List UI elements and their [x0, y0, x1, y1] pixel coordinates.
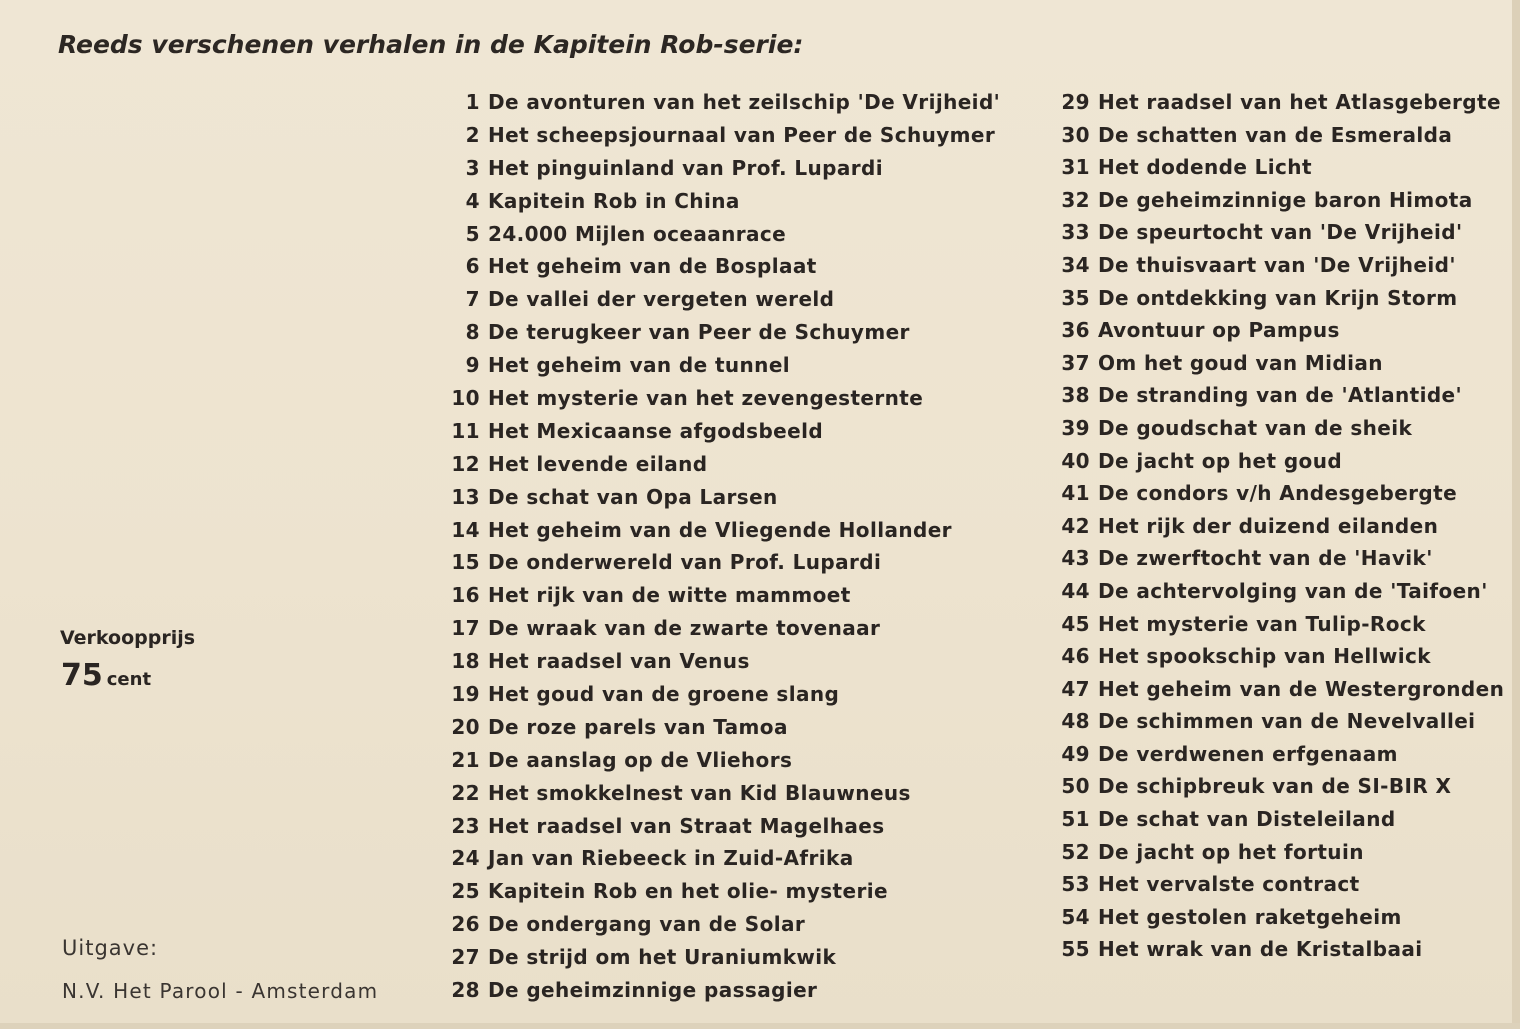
item-title: De goudschat van de sheik	[1098, 415, 1413, 440]
item-number: 7	[465, 287, 480, 312]
price	[61, 658, 151, 693]
item-number: 39	[1061, 415, 1090, 440]
item-number: 26	[451, 912, 480, 937]
item-number: 11	[451, 418, 480, 443]
item-title: Het goud van de groene slang	[488, 682, 840, 707]
item-number: 4	[465, 188, 480, 213]
list-item	[442, 86, 1000, 119]
item-title: Het gestolen raketgeheim	[1098, 904, 1402, 929]
item-number: 55	[1061, 937, 1090, 962]
item-title: 24.000 Mijlen oceaanrace	[488, 221, 787, 246]
item-title: Het mysterie van Tulip-Rock	[1098, 611, 1426, 636]
item-title: De terugkeer van Peer de Schuymer	[488, 320, 910, 345]
item-number: 47	[1061, 676, 1090, 701]
list-item	[1052, 868, 1504, 901]
list-item	[442, 448, 1000, 481]
item-title: De achtervolging van de 'Taifoen'	[1098, 578, 1488, 603]
list-item	[1052, 901, 1504, 934]
list-item	[1052, 542, 1504, 575]
item-number: 51	[1061, 807, 1090, 832]
item-number: 13	[451, 484, 480, 509]
list-item	[442, 744, 1000, 777]
list-item	[1052, 705, 1504, 738]
item-title: De jacht op het goud	[1098, 448, 1343, 473]
list-item	[442, 250, 1000, 283]
item-number: 29	[1061, 90, 1090, 114]
item-title: De geheimzinnige passagier	[488, 978, 818, 1003]
list-item	[442, 382, 1000, 415]
item-title: Het vervalste contract	[1098, 872, 1360, 897]
item-number: 16	[451, 583, 480, 608]
list-item	[442, 514, 1000, 547]
item-title: De schipbreuk van de SI-BIR X	[1098, 774, 1452, 799]
item-number: 25	[451, 879, 480, 904]
list-item	[442, 875, 1000, 908]
list-item	[1052, 803, 1504, 836]
item-number: 20	[451, 714, 480, 739]
list-item	[442, 218, 1000, 251]
item-title: De wraak van de zwarte tovenaar	[488, 616, 881, 641]
item-number: 36	[1061, 318, 1090, 343]
item-title: Het geheim van de Vliegende Hollander	[488, 517, 952, 542]
item-number: 33	[1061, 220, 1090, 245]
item-number: 19	[451, 682, 480, 707]
item-number: 53	[1061, 872, 1090, 897]
item-title: Het raadsel van het Atlasgebergte	[1098, 90, 1501, 114]
item-number: 30	[1061, 122, 1090, 147]
list-item	[1052, 412, 1504, 445]
item-title: De onderwereld van Prof. Lupardi	[488, 550, 882, 575]
item-title: De jacht op het fortuin	[1098, 839, 1364, 864]
item-number: 1	[465, 90, 480, 114]
item-title: De zwerftocht van de 'Havik'	[1098, 546, 1433, 571]
item-number: 5	[465, 221, 480, 246]
item-number: 38	[1061, 383, 1090, 408]
item-title: Het rijk der duizend eilanden	[1098, 513, 1439, 538]
item-title: Het geheim van de Westergronden	[1098, 676, 1505, 701]
series-list-left	[442, 86, 1000, 1007]
list-item	[1052, 575, 1504, 608]
item-number: 35	[1061, 285, 1090, 310]
item-number: 3	[465, 155, 480, 180]
item-title: De stranding van de 'Atlantide'	[1098, 383, 1463, 408]
publisher-name: N.V. Het Parool - Amsterdam	[62, 979, 379, 1003]
item-title: Kapitein Rob en het olie- mysterie	[488, 879, 888, 904]
item-number: 32	[1061, 187, 1090, 212]
list-item	[1052, 836, 1504, 869]
item-number: 46	[1061, 644, 1090, 669]
page-title: Reeds verschenen verhalen in de Kapitein Rob-serie:	[58, 30, 804, 59]
item-number: 27	[451, 945, 480, 970]
list-item	[442, 612, 1000, 645]
item-title: Het scheepsjournaal van Peer de Schuymer	[488, 122, 996, 147]
item-number: 40	[1061, 448, 1090, 473]
list-item	[442, 645, 1000, 678]
item-number: 45	[1061, 611, 1090, 636]
list-item	[442, 152, 1000, 185]
item-number: 24	[451, 846, 480, 871]
item-title: Het levende eiland	[488, 451, 708, 476]
list-item	[442, 908, 1000, 941]
item-number: 52	[1061, 839, 1090, 864]
item-title: Het smokkelnest van Kid Blauwneus	[488, 780, 911, 805]
page-edge-right	[1512, 0, 1520, 1029]
list-item	[442, 185, 1000, 218]
item-title: Het dodende Licht	[1098, 155, 1312, 180]
list-item	[1052, 640, 1504, 673]
item-title: Om het goud van Midian	[1098, 350, 1383, 375]
price-label: Verkoopprijs	[60, 627, 196, 649]
list-item	[1052, 282, 1504, 315]
list-item	[1052, 933, 1504, 966]
list-item	[442, 678, 1000, 711]
item-title: De schatten van de Esmeralda	[1098, 122, 1453, 147]
item-title: Het pinguinland van Prof. Lupardi	[488, 155, 883, 180]
item-title: De condors v/h Andesgebergte	[1098, 481, 1458, 506]
list-item	[1052, 770, 1504, 803]
list-item	[442, 842, 1000, 875]
item-title: Het geheim van de tunnel	[488, 353, 791, 378]
price-unit: cent	[106, 669, 152, 690]
item-number: 41	[1061, 481, 1090, 506]
item-title: De avonturen van het zeilschip 'De Vrijheid'	[488, 90, 1001, 114]
list-item	[442, 283, 1000, 316]
item-number: 12	[451, 451, 480, 476]
item-title: Het geheim van de Bosplaat	[488, 254, 817, 279]
item-number: 37	[1061, 350, 1090, 375]
item-number: 49	[1061, 741, 1090, 766]
list-item	[1052, 86, 1504, 119]
item-number: 8	[465, 320, 480, 345]
publisher-label: Uitgave:	[62, 936, 159, 960]
item-title: De schat van Opa Larsen	[488, 484, 778, 509]
item-title: Het raadsel van Straat Magelhaes	[488, 813, 885, 838]
item-title: De schimmen van de Nevelvallei	[1098, 709, 1476, 734]
item-title: Het Mexicaanse afgodsbeeld	[488, 418, 824, 443]
list-item	[1052, 119, 1504, 152]
series-list-right	[1052, 86, 1504, 966]
item-number: 43	[1061, 546, 1090, 571]
list-item	[442, 349, 1000, 382]
list-item	[1052, 347, 1504, 380]
item-title: De strijd om het Uraniumkwik	[488, 945, 837, 970]
list-item	[1052, 184, 1504, 217]
list-item	[1052, 216, 1504, 249]
item-title: De ontdekking van Krijn Storm	[1098, 285, 1458, 310]
item-title: De aanslag op de Vliehors	[488, 747, 793, 772]
item-title: Jan van Riebeeck in Zuid-Afrika	[488, 846, 854, 871]
list-item	[442, 711, 1000, 744]
list-item	[442, 119, 1000, 152]
item-number: 15	[451, 550, 480, 575]
item-title: Avontuur op Pampus	[1098, 318, 1340, 343]
item-number: 22	[451, 780, 480, 805]
item-number: 54	[1061, 904, 1090, 929]
list-item	[1052, 510, 1504, 543]
price-value: 75	[61, 658, 103, 693]
item-title: De verdwenen erfgenaam	[1098, 741, 1398, 766]
item-title: De speurtocht van 'De Vrijheid'	[1098, 220, 1463, 245]
item-number: 9	[465, 353, 480, 378]
item-number: 44	[1061, 578, 1090, 603]
page-edge-bottom	[0, 1023, 1520, 1029]
item-title: De thuisvaart van 'De Vrijheid'	[1098, 252, 1456, 277]
item-number: 23	[451, 813, 480, 838]
list-item	[442, 810, 1000, 843]
item-number: 18	[451, 649, 480, 674]
item-number: 34	[1061, 252, 1090, 277]
item-title: Het mysterie van het zevengesternte	[488, 386, 924, 411]
item-title: De vallei der vergeten wereld	[488, 287, 835, 312]
list-item	[442, 974, 1000, 1007]
item-number: 17	[451, 616, 480, 641]
item-number: 2	[465, 122, 480, 147]
item-number: 6	[465, 254, 480, 279]
list-item	[1052, 445, 1504, 478]
item-title: De schat van Disteleiland	[1098, 807, 1396, 832]
item-number: 48	[1061, 709, 1090, 734]
item-title: De ondergang van de Solar	[488, 912, 806, 937]
item-number: 10	[451, 386, 480, 411]
list-item	[1052, 477, 1504, 510]
list-item	[442, 546, 1000, 579]
list-item	[1052, 738, 1504, 771]
item-title: De roze parels van Tamoa	[488, 714, 788, 739]
list-item	[442, 415, 1000, 448]
list-item	[442, 481, 1000, 514]
item-number: 31	[1061, 155, 1090, 180]
list-item	[1052, 249, 1504, 282]
list-item	[1052, 673, 1504, 706]
list-item	[1052, 151, 1504, 184]
item-title: De geheimzinnige baron Himota	[1098, 187, 1473, 212]
item-title: Kapitein Rob in China	[488, 188, 740, 213]
item-title: Het raadsel van Venus	[488, 649, 750, 674]
item-title: Het rijk van de witte mammoet	[488, 583, 851, 608]
item-title: Het wrak van de Kristalbaai	[1098, 937, 1423, 962]
list-item	[442, 316, 1000, 349]
item-number: 50	[1061, 774, 1090, 799]
list-item	[442, 941, 1000, 974]
list-item	[1052, 608, 1504, 641]
list-item	[1052, 379, 1504, 412]
list-item	[442, 579, 1000, 612]
list-item	[1052, 314, 1504, 347]
item-number: 21	[451, 747, 480, 772]
item-title: Het spookschip van Hellwick	[1098, 644, 1431, 669]
list-item	[442, 777, 1000, 810]
item-number: 42	[1061, 513, 1090, 538]
item-number: 28	[451, 978, 480, 1003]
item-number: 14	[451, 517, 480, 542]
